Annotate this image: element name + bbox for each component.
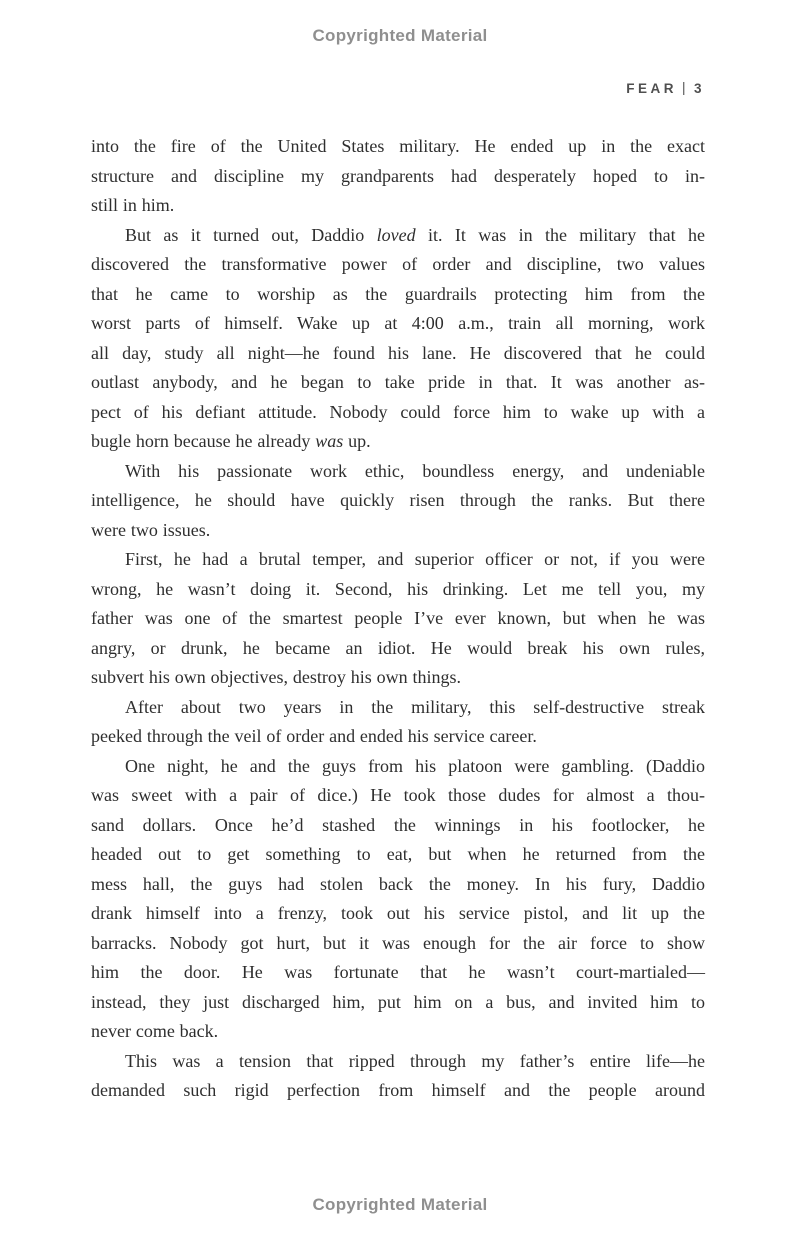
text-line: father was one of the smartest people I’ve ever known, but when he was [91, 608, 705, 628]
copyright-notice-top: Copyrighted Material [312, 26, 488, 45]
text-line: drank himself into a frenzy, took out his service pistol, and lit up the [91, 903, 705, 923]
paragraph [91, 132, 705, 221]
text-line: sand dollars. Once he’d stashed the winnings in his footlocker, he [91, 814, 705, 835]
paragraph [91, 221, 705, 457]
text-line: worst parts of himself. Wake up at 4:00 a.m., train all morning, work [91, 313, 705, 333]
text-line: was sweet with a pair of dice.) He took those dudes for almost a thou- [91, 785, 705, 805]
text-line: bugle horn because he already was up. [91, 431, 371, 451]
body-text [91, 132, 705, 1106]
text-line: still in him. [91, 195, 175, 215]
text-line: into the fire of the United States military. He ended up in the exact [91, 136, 705, 156]
text-line: With his passionate work ethic, boundless energy, and undeniable [125, 460, 705, 481]
text-line: This was a tension that ripped through my father’s entire life—he [125, 1050, 705, 1071]
text-line: intelligence, he should have quickly risen through the ranks. But there [91, 490, 705, 510]
text-line: discovered the transformative power of order and discipline, two values [91, 254, 705, 274]
text-line: First, he had a brutal temper, and superior officer or not, if you were [125, 549, 705, 569]
running-header [626, 81, 705, 96]
copyright-notice-bottom: Copyrighted Material [312, 1195, 488, 1214]
paragraph [91, 752, 705, 1047]
text-line: barracks. Nobody got hurt, but it was enough for the air force to show [91, 932, 705, 953]
chapter-title: FEAR [626, 81, 677, 96]
text-line: that he came to worship as the guardrails protecting him from the [91, 283, 705, 304]
paragraph [91, 693, 705, 752]
text-line: instead, they just discharged him, put him on a bus, and invited him to [91, 991, 705, 1012]
paragraph [91, 545, 705, 693]
text-line: But as it turned out, Daddio loved it. It was in the military that he [125, 224, 705, 245]
page-number: 3 [693, 81, 705, 96]
text-line: angry, or drunk, he became an idiot. He would break his own rules, [91, 637, 705, 658]
text-line: mess hall, the guys had stolen back the money. In his fury, Daddio [91, 873, 705, 894]
text-line: all day, study all night—he found his lane. He discovered that he could [91, 342, 705, 363]
text-line: him the door. He was fortunate that he wasn’t court-martialed— [91, 962, 705, 982]
text-line: outlast anybody, and he began to take pride in that. It was another as- [91, 372, 705, 392]
text-line: pect of his defiant attitude. Nobody could force him to wake up with a [91, 401, 705, 422]
text-line: subvert his own objectives, destroy his own things. [91, 667, 461, 687]
text-line: peeked through the veil of order and ended his service career. [91, 726, 537, 746]
text-line: After about two years in the military, this self-destructive streak [125, 696, 705, 717]
text-line: never come back. [91, 1021, 219, 1041]
header-separator: | [681, 80, 689, 95]
paragraph [91, 457, 705, 546]
text-line: headed out to get something to eat, but when he returned from the [91, 844, 705, 864]
text-line: demanded such rigid perfection from himself and the people around [91, 1080, 705, 1100]
text-line: wrong, he wasn’t doing it. Second, his drinking. Let me tell you, my [91, 578, 705, 599]
text-line: were two issues. [91, 519, 211, 540]
paragraph [91, 1047, 705, 1106]
text-line: One night, he and the guys from his platoon were gambling. (Daddio [125, 755, 705, 776]
text-line: structure and discipline my grandparents had desperately hoped to in- [91, 165, 705, 186]
